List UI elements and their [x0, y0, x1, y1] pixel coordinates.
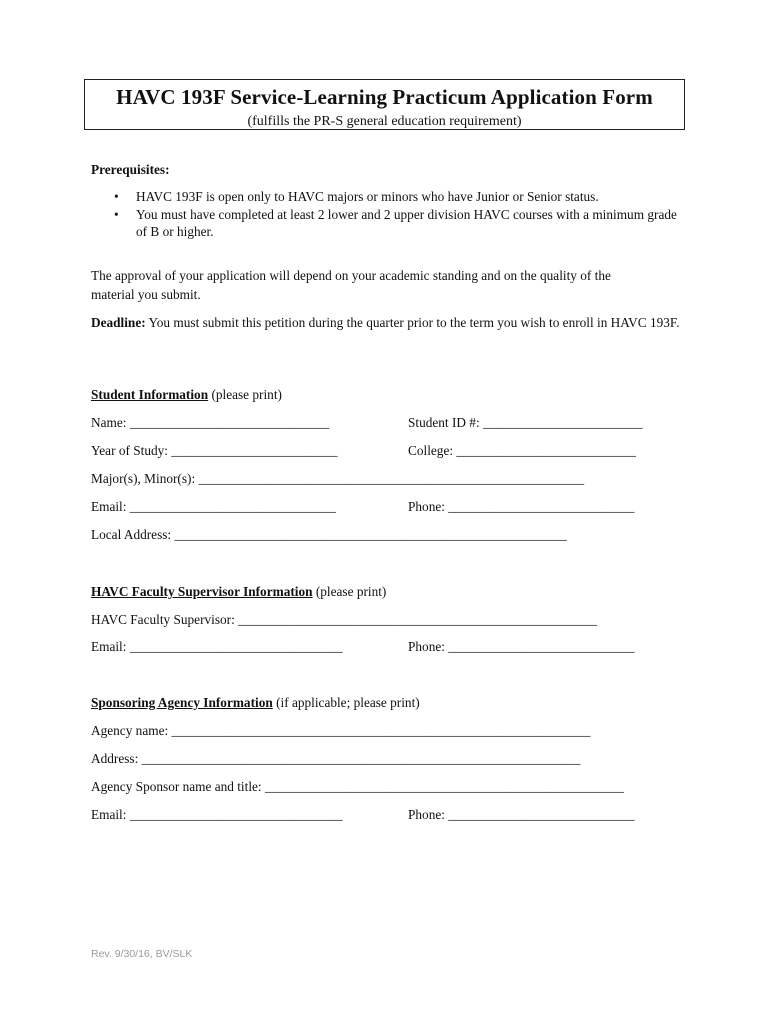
revision-footer: Rev. 9/30/16, BV/SLK — [91, 948, 193, 960]
title-box — [84, 79, 685, 130]
agency-sponsor-row — [91, 778, 624, 796]
college-field[interactable]: ___________________________ — [456, 443, 636, 458]
bullet-icon: • — [114, 189, 119, 204]
student-email-label: Email: — [91, 499, 127, 514]
student-id-field[interactable]: ________________________ — [482, 415, 643, 430]
majors-label: Major(s), Minor(s): — [91, 471, 196, 486]
agency-name-label: Agency name: — [91, 723, 169, 738]
student-info-note: (please print) — [211, 387, 282, 402]
student-info-header — [91, 386, 282, 404]
deadline-paragraph — [91, 313, 686, 332]
faculty-email-field[interactable]: ________________________________ — [129, 639, 343, 654]
prerequisites-heading: Prerequisites: — [91, 162, 170, 177]
student-id-row — [408, 414, 643, 432]
agency-info-note: (if applicable; please print) — [276, 695, 420, 710]
faculty-info-header — [91, 583, 386, 601]
faculty-phone-field[interactable]: ____________________________ — [448, 639, 635, 654]
year-label: Year of Study: — [91, 443, 168, 458]
year-row — [91, 442, 338, 460]
prerequisite-text: You must have completed at least 2 lower and 2 upper division HAVC courses with a minimum grade of B or higher. — [136, 206, 677, 239]
local-address-row — [91, 526, 567, 544]
name-field[interactable]: ______________________________ — [129, 415, 330, 430]
majors-field[interactable]: __________________________________________________________ — [198, 471, 585, 486]
page-title: HAVC 193F Service-Learning Practicum Application Form — [116, 85, 653, 109]
student-phone-label: Phone: — [408, 499, 445, 514]
faculty-phone-row — [408, 638, 634, 656]
local-address-field[interactable]: ___________________________________________________________ — [174, 527, 567, 542]
supervisor-label: HAVC Faculty Supervisor: — [91, 612, 235, 627]
prerequisites-list — [110, 188, 680, 241]
agency-email-row — [91, 806, 343, 824]
list-item — [110, 206, 680, 241]
agency-email-label: Email: — [91, 807, 127, 822]
faculty-info-note: (please print) — [315, 584, 387, 599]
bullet-icon: • — [114, 206, 119, 222]
list-item — [110, 188, 680, 206]
faculty-email-label: Email: — [91, 639, 127, 654]
college-row — [408, 442, 636, 460]
student-email-field[interactable]: _______________________________ — [129, 499, 336, 514]
agency-sponsor-label: Agency Sponsor name and title: — [91, 779, 262, 794]
agency-name-row — [91, 722, 590, 740]
majors-row — [91, 470, 584, 488]
agency-name-field[interactable]: _______________________________________________________________ — [171, 723, 591, 738]
agency-phone-row — [408, 806, 634, 824]
agency-address-field[interactable]: __________________________________________________________________ — [141, 751, 581, 766]
agency-phone-label: Phone: — [408, 807, 445, 822]
student-id-label: Student ID #: — [408, 415, 480, 430]
deadline-label: Deadline: — [91, 315, 146, 330]
faculty-phone-label: Phone: — [408, 639, 445, 654]
faculty-info-heading: HAVC Faculty Supervisor Information — [91, 584, 313, 599]
year-field[interactable]: _________________________ — [171, 443, 338, 458]
agency-info-header — [91, 694, 420, 712]
student-email-row — [91, 498, 336, 516]
name-row — [91, 414, 329, 432]
supervisor-field[interactable]: ______________________________________________________ — [238, 612, 598, 627]
name-label: Name: — [91, 415, 127, 430]
local-address-label: Local Address: — [91, 527, 172, 542]
deadline-text: You must submit this petition during the quarter prior to the term you wish to enroll in HAVC 193F. — [148, 315, 680, 330]
agency-sponsor-field[interactable]: ______________________________________________________ — [264, 779, 624, 794]
student-phone-row — [408, 498, 634, 516]
supervisor-row — [91, 611, 597, 629]
page-subtitle: (fulfills the PR-S general education requirement) — [247, 114, 522, 129]
prerequisite-text: HAVC 193F is open only to HAVC majors or minors who have Junior or Senior status. — [136, 189, 599, 204]
approval-paragraph: The approval of your application will depend on your academic standing and on the quality of the material you submit. — [91, 268, 611, 302]
faculty-email-row — [91, 638, 343, 656]
college-label: College: — [408, 443, 454, 458]
agency-phone-field[interactable]: ____________________________ — [448, 807, 635, 822]
agency-address-label: Address: — [91, 751, 139, 766]
agency-address-row — [91, 750, 580, 768]
student-phone-field[interactable]: ____________________________ — [448, 499, 635, 514]
agency-info-heading: Sponsoring Agency Information — [91, 695, 273, 710]
student-info-heading: Student Information — [91, 387, 209, 402]
agency-email-field[interactable]: ________________________________ — [129, 807, 343, 822]
